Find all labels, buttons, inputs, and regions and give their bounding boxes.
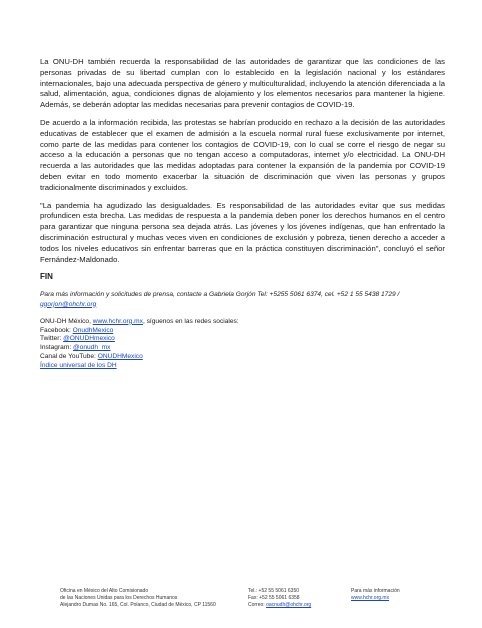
footer-mail-link[interactable]: oacnudh@ohchr.org (266, 602, 312, 608)
footer-address-line: de las Naciones Unidas para los Derechos Humanos (60, 595, 178, 601)
fin-marker: FIN (40, 272, 53, 282)
instagram-label: Instagram: (40, 344, 73, 352)
instagram-line (40, 344, 445, 353)
paragraph-3: "La pandemia ha agudizado las desigualdades. Es responsabilidad de las autoridades evitar que sus medidas profundicen esta brecha. Las medidas de respuesta a la pandemia deben poner los derechos humanos en el centro para garantizar que ninguna persona sea dejada atrás. Las jóvenes y los jóvenes indígenas, que han enfrentado la discriminación estructural y muchas veces viven en condiciones de exclusión y pobreza, tienen derecho a acceder a todos los niveles educativos sin enfrentar barreras que en la práctica constituyen discriminación", concluyó el señor Fernández-Maldonado. (40, 200, 445, 264)
footer-tel: Tel.: +52 55 5061 6350 (248, 588, 300, 594)
facebook-line (40, 327, 445, 336)
website-link[interactable]: www.hchr.org.mx (92, 317, 143, 325)
youtube-label: Canal de YouTube: (40, 352, 98, 360)
footer-address-line: Oficina en México del Alto Comisionado (60, 588, 149, 594)
facebook-link[interactable]: OnudhMexico (72, 326, 114, 334)
press-contact (40, 290, 445, 308)
facebook-label: Facebook: (40, 326, 73, 334)
press-email-link[interactable]: ggorjon@ohchr.org (40, 300, 97, 308)
press-contact-text: Para más información y solicitudes de prensa, contacte a Gabriela Gorjón Tel: +5255 5061 6374, cel. +52 1 55 5438 1729 / (40, 291, 400, 299)
document-body (40, 57, 445, 371)
footer-more-info-label: Para más información (351, 588, 400, 594)
social-block (40, 318, 445, 371)
footer-mail-line (248, 602, 348, 609)
social-intro-suffix: , síguenos en las redes sociales: (142, 317, 239, 325)
footer-website-link[interactable]: www.hchr.org.mx (351, 595, 390, 601)
social-intro (40, 318, 445, 327)
social-intro-prefix: ONU-DH México, (40, 317, 93, 325)
youtube-link[interactable]: ONUDHMexico (97, 352, 143, 360)
index-line (40, 362, 445, 371)
youtube-line (40, 353, 445, 362)
footer-fax: Fax: +52 55 5061 6358 (248, 595, 300, 601)
instagram-link[interactable]: @onudh_mx (72, 344, 111, 352)
twitter-label: Twitter: (40, 335, 64, 343)
footer-more-info (351, 588, 451, 602)
footer-contact (248, 588, 348, 609)
universal-index-link[interactable]: Índice universal de los DH (40, 361, 117, 369)
paragraph-1: La ONU-DH también recuerda la responsabilidad de las autoridades de garantizar que las condiciones de las personas privadas de su libertad cumplan con lo establecido en la legislación nacional y los estándares internacionales, bajo una adecuada perspectiva de género y multiculturalidad, incluyendo la atención diferenciada a la salud, alimentación, agua, condiciones dignas de alojamiento y los elementos necesarios para mantener la higiene. Además, se deberán adoptar las medidas necesarias para prevenir contagios de COVID-19. (40, 57, 445, 110)
footer-address-line: Alejandro Dumas No. 165, Col. Polanco, Ciudad de México, CP 11560 (60, 602, 216, 608)
paragraph-2: De acuerdo a la información recibida, las protestas se habrían producido en rechazo a la decisión de las autoridades educativas de establecer que el examen de admisión a la escuela normal rural fuese exclusivamente por internet, como parte de las medidas para contener los contagios de COVID-19, con lo cual se corre el riesgo de negar su acceso a la educación a personas que no tengan acceso a computadoras, internet y/o electricidad. La ONU-DH recuerda a las autoridades que las medidas adoptadas para contener la expansión de la pandemia por COVID-19 deben evitar en todo momento exacerbar la situación de discriminación que viven las personas y grupos tradicionalmente discriminados y excluidos. (40, 117, 445, 192)
footer-mail-label: Correo: (248, 602, 267, 608)
twitter-line (40, 335, 445, 344)
twitter-link[interactable]: @ONUDHmexico (63, 335, 115, 343)
footer-office-address (60, 588, 230, 609)
